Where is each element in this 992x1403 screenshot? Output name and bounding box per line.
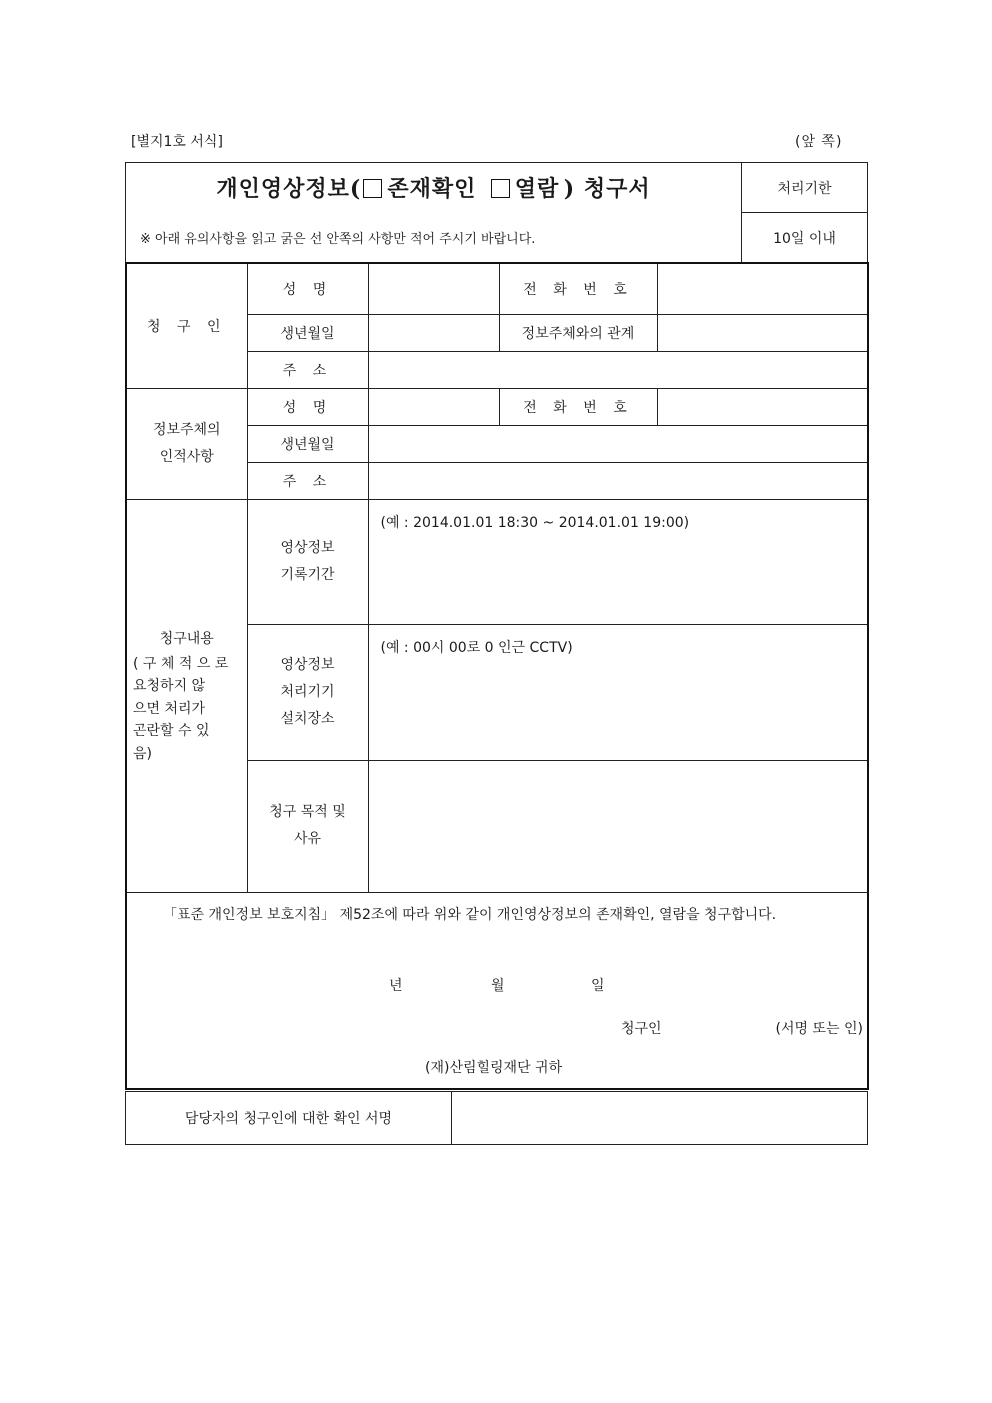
purpose-field[interactable] [368, 760, 868, 892]
title-suffix: ) 청구서 [563, 176, 651, 203]
requester-phone-label: 전 화 번 호 [499, 263, 657, 314]
notice-text: ※ 아래 유의사항을 읽고 굵은 선 안쪽의 사항만 적어 주시기 바랍니다. [126, 213, 742, 263]
addressee: (재)산림힐링재단 귀하 [425, 1059, 563, 1076]
signature-placeholder[interactable]: (서명 또는 인) [775, 1020, 863, 1037]
location-example: (예 : 00시 00로 0 인근 CCTV) [380, 639, 573, 656]
request-note-line: 으면 처리가 [133, 700, 206, 717]
requester-sign-label: 청구인 [621, 1020, 662, 1037]
form-title [126, 163, 742, 213]
period-label-line2: 기록기간 [280, 566, 335, 583]
purpose-label-line1: 청구 목적 및 [269, 804, 346, 820]
request-note-line: 요청하지 않 [133, 678, 206, 695]
request-note-line: 곤란할 수 있 [133, 723, 210, 740]
title-option-existence: 존재확인 [387, 176, 477, 203]
location-field[interactable] [368, 624, 868, 760]
period-field[interactable] [368, 499, 868, 624]
page-side-label: (앞 쪽) [795, 134, 843, 150]
location-label-line2: 처리기기 [280, 683, 335, 700]
requester-relation-label: 정보주체와의 관계 [499, 314, 657, 351]
date-year: 년 [389, 977, 403, 994]
requester-phone-field[interactable] [657, 263, 868, 314]
subject-name-label: 성 명 [247, 388, 368, 425]
requester-relation-field[interactable] [657, 314, 868, 351]
requester-address-field[interactable] [368, 351, 868, 388]
subject-birth-label: 생년월일 [247, 425, 368, 462]
requester-name-label: 성 명 [247, 263, 368, 314]
location-label-line3: 설치장소 [280, 710, 335, 727]
period-label-line1: 영상정보 [280, 539, 335, 556]
subject-phone-label: 전 화 번 호 [499, 388, 657, 425]
request-section-label [126, 499, 247, 892]
subject-name-field[interactable] [368, 388, 499, 425]
form-number: [별지1호 서식] [131, 134, 223, 150]
subject-section-label [126, 388, 247, 499]
deadline-label: 처리기한 [742, 163, 868, 213]
requester-birth-label: 생년월일 [247, 314, 368, 351]
requester-birth-field[interactable] [368, 314, 499, 351]
subject-section-label-line1: 정보주체의 [152, 421, 221, 438]
subject-address-field[interactable] [368, 462, 868, 499]
title-block [125, 162, 868, 263]
subject-address-label: 주 소 [247, 462, 368, 499]
deadline-value: 10일 이내 [742, 213, 868, 263]
date-day: 일 [591, 977, 605, 994]
title-option-viewing: 열람 [514, 176, 560, 203]
requester-name-field[interactable] [368, 263, 499, 314]
title-prefix: 개인영상정보( [216, 176, 362, 203]
location-label-line1: 영상정보 [280, 656, 335, 673]
subject-phone-field[interactable] [657, 388, 868, 425]
period-example: (예 : 2014.01.01 18:30 ~ 2014.01.01 19:00) [380, 514, 690, 531]
purpose-label [247, 760, 368, 892]
request-section-title: 청구내용 [159, 630, 214, 647]
purpose-label-line2: 사유 [293, 831, 322, 847]
location-label [247, 624, 368, 760]
subject-section-label-line2: 인적사항 [159, 448, 214, 465]
confirm-signature-field[interactable] [452, 1092, 868, 1145]
request-note-line: 음) [133, 745, 152, 762]
declaration-block [126, 892, 868, 1089]
existence-checkbox[interactable] [363, 179, 382, 198]
requester-section-label: 청 구 인 [126, 263, 247, 388]
declaration-text: 「표준 개인정보 보호지침」 제52조에 따라 위와 같이 개인영상정보의 존재확인, 열람을 청구합니다. [163, 906, 777, 923]
confirm-label: 담당자의 청구인에 대한 확인 서명 [126, 1092, 452, 1145]
confirm-block [125, 1091, 868, 1145]
request-note-line: ( 구 체 적 으 로 [133, 655, 229, 672]
requester-address-label: 주 소 [247, 351, 368, 388]
viewing-checkbox[interactable] [491, 179, 510, 198]
period-label [247, 499, 368, 624]
request-section-note [127, 653, 247, 766]
request-form [125, 262, 869, 1090]
date-month: 월 [491, 977, 505, 994]
subject-birth-field[interactable] [368, 425, 868, 462]
